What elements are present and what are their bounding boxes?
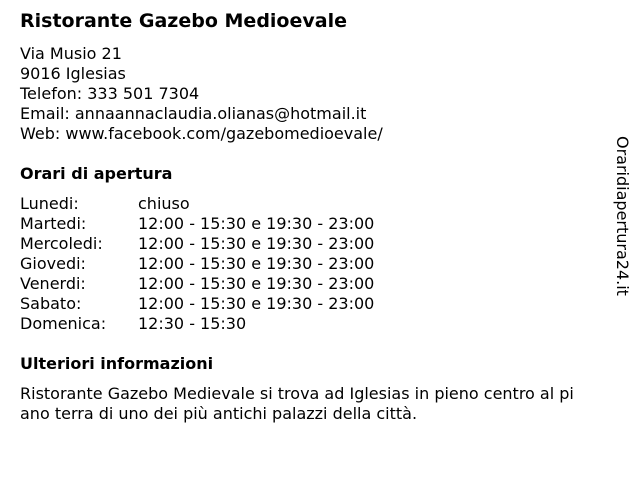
hours-row-saturday — [20, 294, 420, 314]
further-info-text — [20, 384, 625, 424]
contact-details — [20, 44, 383, 144]
opening-hours-heading: Orari di apertura — [20, 164, 173, 183]
day-label: Lunedi: — [20, 194, 79, 213]
phone-number: Telefon: 333 501 7304 — [20, 84, 200, 103]
website-link[interactable]: Web: www.facebook.com/gazebomedioevale/ — [20, 124, 383, 143]
day-hours: chiuso — [138, 194, 190, 213]
day-label: Mercoledi: — [20, 234, 103, 253]
info-line: Ristorante Gazebo Medievale si trova ad Iglesias in pieno centro al pi — [20, 384, 574, 403]
day-hours: 12:00 - 15:30 e 19:30 - 23:00 — [138, 214, 375, 233]
hours-row-friday — [20, 274, 420, 294]
hours-row-tuesday — [20, 214, 420, 234]
restaurant-name: Ristorante Gazebo Medioevale — [20, 10, 347, 32]
day-label: Sabato: — [20, 294, 82, 313]
day-label: Domenica: — [20, 314, 107, 333]
email-address: Email: annaannaclaudia.olianas@hotmail.it — [20, 104, 367, 123]
day-hours: 12:00 - 15:30 e 19:30 - 23:00 — [138, 254, 375, 273]
hours-row-sunday — [20, 314, 420, 334]
day-hours: 12:30 - 15:30 — [138, 314, 247, 333]
info-line: ano terra di uno dei più antichi palazzi della città. — [20, 404, 418, 423]
hours-row-thursday — [20, 254, 420, 274]
hours-row-monday — [20, 194, 420, 214]
day-label: Venerdi: — [20, 274, 86, 293]
day-hours: 12:00 - 15:30 e 19:30 - 23:00 — [138, 294, 375, 313]
further-info-heading: Ulteriori informazioni — [20, 354, 214, 373]
opening-hours-table — [20, 194, 420, 334]
hours-row-wednesday — [20, 234, 420, 254]
day-hours: 12:00 - 15:30 e 19:30 - 23:00 — [138, 234, 375, 253]
address-street: Via Musio 21 — [20, 44, 122, 63]
day-hours: 12:00 - 15:30 e 19:30 - 23:00 — [138, 274, 375, 293]
address-city: 9016 Iglesias — [20, 64, 126, 83]
day-label: Martedi: — [20, 214, 87, 233]
day-label: Giovedi: — [20, 254, 86, 273]
site-brand-vertical: Oraridiapertura24.it — [613, 136, 632, 296]
